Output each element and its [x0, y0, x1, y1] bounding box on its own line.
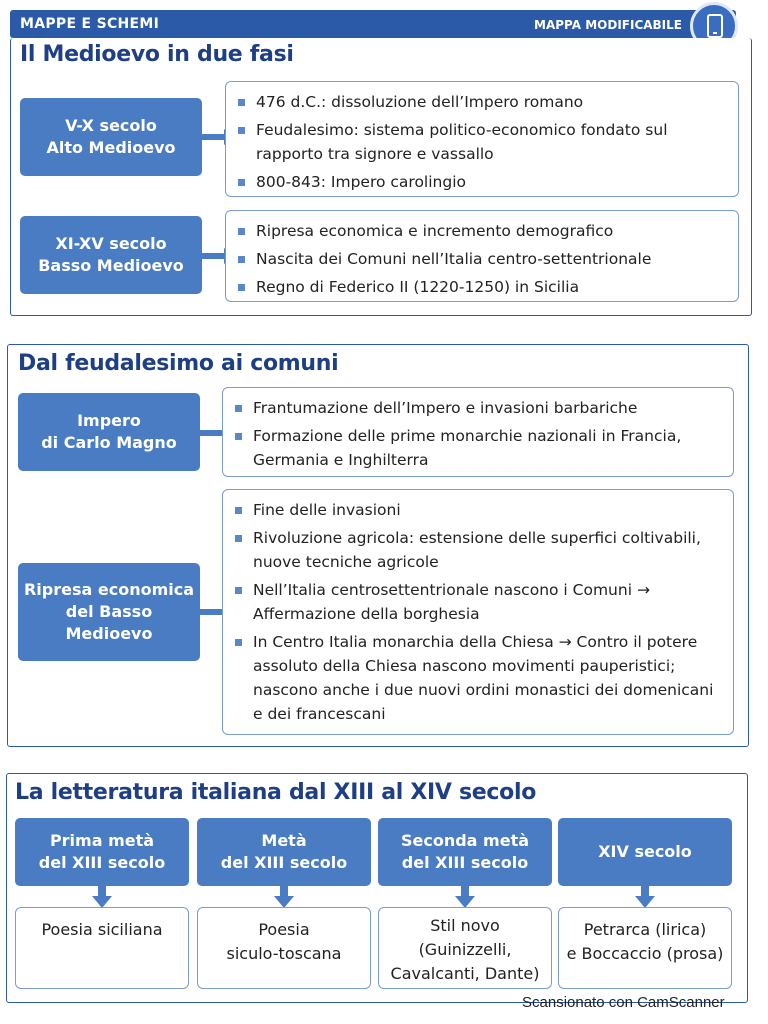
period-box-xiv: XIV secolo — [558, 818, 732, 886]
section-title: Dal feudalesimo ai comuni — [18, 351, 339, 376]
header-bar — [10, 10, 736, 38]
result-box-stil-novo: Stil novo (Guinizzelli, Cavalcanti, Dante) — [378, 907, 552, 989]
scanner-watermark: Scansionato con CamScanner — [522, 994, 725, 1011]
arrow-down-icon — [92, 884, 112, 908]
list-item: Fine delle invasioni — [253, 498, 721, 522]
content-box-basso-medioevo — [225, 210, 739, 302]
period-box-first-half-xiii: Prima metà del XIII secolo — [15, 818, 189, 886]
result-box-poesia-siciliana: Poesia siciliana — [15, 907, 189, 989]
section-medieval-phases — [10, 38, 752, 316]
list-item: Ripresa economica e incremento demografico — [256, 219, 726, 243]
label-box-basso-medioevo: XI-XV secolo Basso Medioevo — [20, 216, 202, 294]
list-item: Formazione delle prime monarchie nazionali in Francia, Germania e Inghilterra — [253, 424, 721, 472]
list-item: In Centro Italia monarchia della Chiesa → Contro il potere assoluto della Chiesa nascono movimenti pauperistici; nascono anche i due nuovi ordini monastici dei domenicani e dei francescani — [253, 630, 721, 726]
result-box-siculo-toscana: Poesia siculo-toscana — [197, 907, 371, 989]
label-box-alto-medioevo: V-X secolo Alto Medioevo — [20, 98, 202, 176]
label-box-ripresa-economica: Ripresa economica del Basso Medioevo — [18, 563, 200, 661]
arrow-down-icon — [274, 884, 294, 908]
result-box-petrarca-boccaccio: Petrarca (lirica) e Boccaccio (prosa) — [558, 907, 732, 989]
list-item: Nell’Italia centrosettentrionale nascono i Comuni → Affermazione della borghesia — [253, 578, 721, 626]
period-box-second-half-xiii: Seconda metà del XIII secolo — [378, 818, 552, 886]
list-item: Rivoluzione agricola: estensione delle superfici coltivabili, nuove tecniche agricole — [253, 526, 721, 574]
section-italian-literature — [6, 773, 748, 1003]
period-box-mid-xiii: Metà del XIII secolo — [197, 818, 371, 886]
section-title: La letteratura italiana dal XIII al XIV secolo — [15, 780, 537, 805]
section-label: MAPPE E SCHEMI — [20, 16, 160, 32]
section-title: Il Medioevo in due fasi — [20, 42, 294, 67]
content-box-carlo-magno — [222, 387, 734, 477]
label-box-carlo-magno: Impero di Carlo Magno — [18, 393, 200, 471]
list-item: Frantumazione dell’Impero e invasioni barbariche — [253, 396, 721, 420]
arrow-down-icon — [635, 884, 655, 908]
editable-map-badge[interactable]: MAPPA MODIFICABILE — [534, 18, 682, 32]
list-item: Regno di Federico II (1220-1250) in Sicilia — [256, 275, 726, 299]
list-item: Feudalesimo: sistema politico-economico fondato sul rapporto tra signore e vassallo — [256, 118, 726, 166]
content-box-alto-medioevo — [225, 81, 739, 197]
list-item: 476 d.C.: dissoluzione dell’Impero romano — [256, 90, 726, 114]
list-item: Nascita dei Comuni nell’Italia centro-settentrionale — [256, 247, 726, 271]
arrow-down-icon — [455, 884, 475, 908]
content-box-ripresa-economica — [222, 489, 734, 735]
section-feudalism-to-communes — [7, 344, 749, 747]
list-item: 800-843: Impero carolingio — [256, 170, 726, 194]
